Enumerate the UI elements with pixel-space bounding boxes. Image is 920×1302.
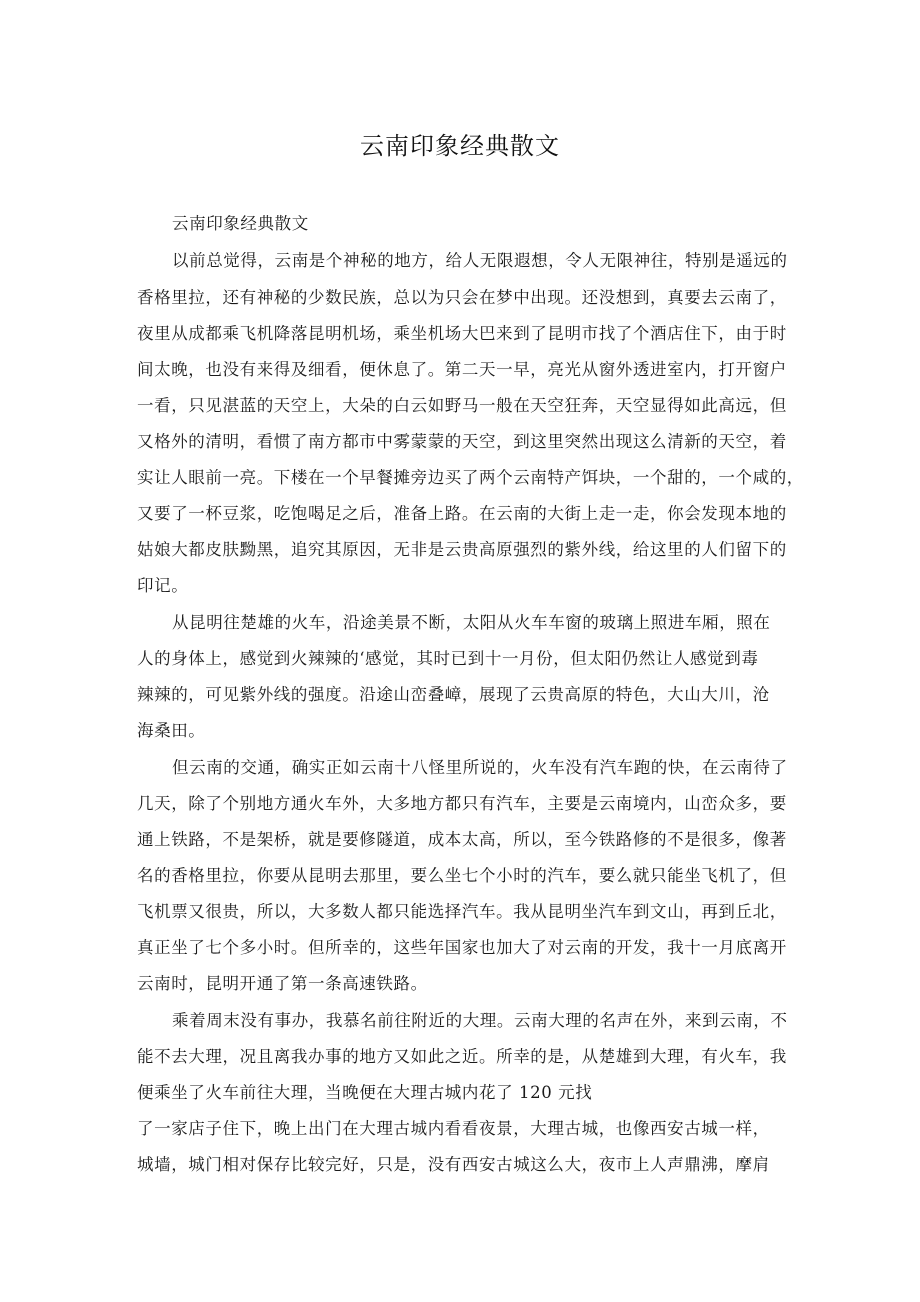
text-line: 云南时，昆明开通了第一条高速铁路。 (137, 974, 428, 993)
text-line: 通上铁路，不是架桥，就是要修隧道，成本太高，所以，至今铁路修的不是很多，像著 (137, 830, 787, 849)
text-line: 一看，只见湛蓝的天空上，大朵的白云如野马一般在天空狂奔，天空显得如此高远，但 (137, 396, 787, 415)
text-line: 飞机票又很贵，所以，大多数人都只能选择汽车。我从昆明坐汽车到文山，再到丘北， (137, 902, 787, 921)
text-line: 实让人眼前一亮。下楼在一个早餐摊旁边买了两个云南特产饵块，一个甜的，一个咸的， (137, 468, 804, 487)
text-line: 以前总觉得，云南是个神秘的地方，给人无限遐想，令人无限神往，特别是遥远的 (172, 251, 788, 270)
text-line: 辣辣的，可见紫外线的强度。沿途山峦叠嶂，展现了云贵高原的特色，大山大川，沧 (137, 685, 770, 704)
text-line: 海桑田。 (137, 721, 206, 740)
text-line: 真正坐了七个多小时。但所幸的，这些年国家也加大了对云南的开发，我十一月底离开 (137, 938, 787, 957)
text-line: 能不去大理，况且离我办事的地方又如此之近。所幸的是，从楚雄到大理，有火车，我 (137, 1047, 787, 1066)
text-line: 又要了一杯豆浆，吃饱喝足之后，准备上路。在云南的大街上走一走，你会发现本地的 (137, 504, 787, 523)
text-line: 姑娘大都皮肤黝黑，追究其原因，无非是云贵高原强烈的紫外线，给这里的人们留下的 (137, 540, 787, 559)
text-line: 夜里从成都乘飞机降落昆明机场，乘坐机场大巴来到了昆明市找了个酒店住下，由于时 (137, 324, 787, 343)
text-line: 人的身体上，感觉到火辣辣的‘感觉，其时已到十一月份，但太阳仍然让人感觉到毒 (137, 649, 759, 668)
text-line: 但云南的交通，确实正如云南十八怪里所说的，火车没有汽车跑的快，在云南待了 (172, 758, 788, 777)
text-line: 间太晚，也没有来得及细看，便休息了。第二天一早，亮光从窗外透进室内，打开窗户 (137, 360, 787, 379)
text-line: 几天，除了个别地方通火车外，大多地方都只有汽车，主要是云南境内，山峦众多，要 (137, 794, 787, 813)
text-line: 城墙，城门相对保存比较完好，只是，没有西安古城这么大，夜市上人声鼎沸，摩肩 (137, 1155, 770, 1174)
text-line: 从昆明往楚雄的火车，沿途美景不断，太阳从火车车窗的玻璃上照进车厢，照在 (172, 613, 771, 632)
text-line: 又格外的清明，看惯了南方都市中雾蒙蒙的天空，到这里突然出现这么清新的天空，着 (137, 432, 787, 451)
document-title: 云南印象经典散文 (360, 132, 560, 160)
text-line: 印记。 (137, 576, 189, 595)
text-line: 名的香格里拉，你要从昆明去那里，要么坐七个小时的汽车，要么就只能坐飞机了，但 (137, 866, 787, 885)
text-line: 香格里拉，还有神秘的少数民族，总以为只会在梦中出现。还没想到，真要去云南了， (137, 288, 787, 307)
text-line: 乘着周末没有事办，我慕名前往附近的大理。云南大理的名声在外，来到云南，不 (172, 1011, 788, 1030)
text-line: 便乘坐了火车前往大理，当晚便在大理古城内花了 120 元找 (137, 1083, 593, 1102)
subtitle-line: 云南印象经典散文 (172, 214, 309, 233)
text-line: 了一家店子住下，晚上出门在大理古城内看看夜景，大理古城，也像西安古城一样， (137, 1119, 770, 1138)
